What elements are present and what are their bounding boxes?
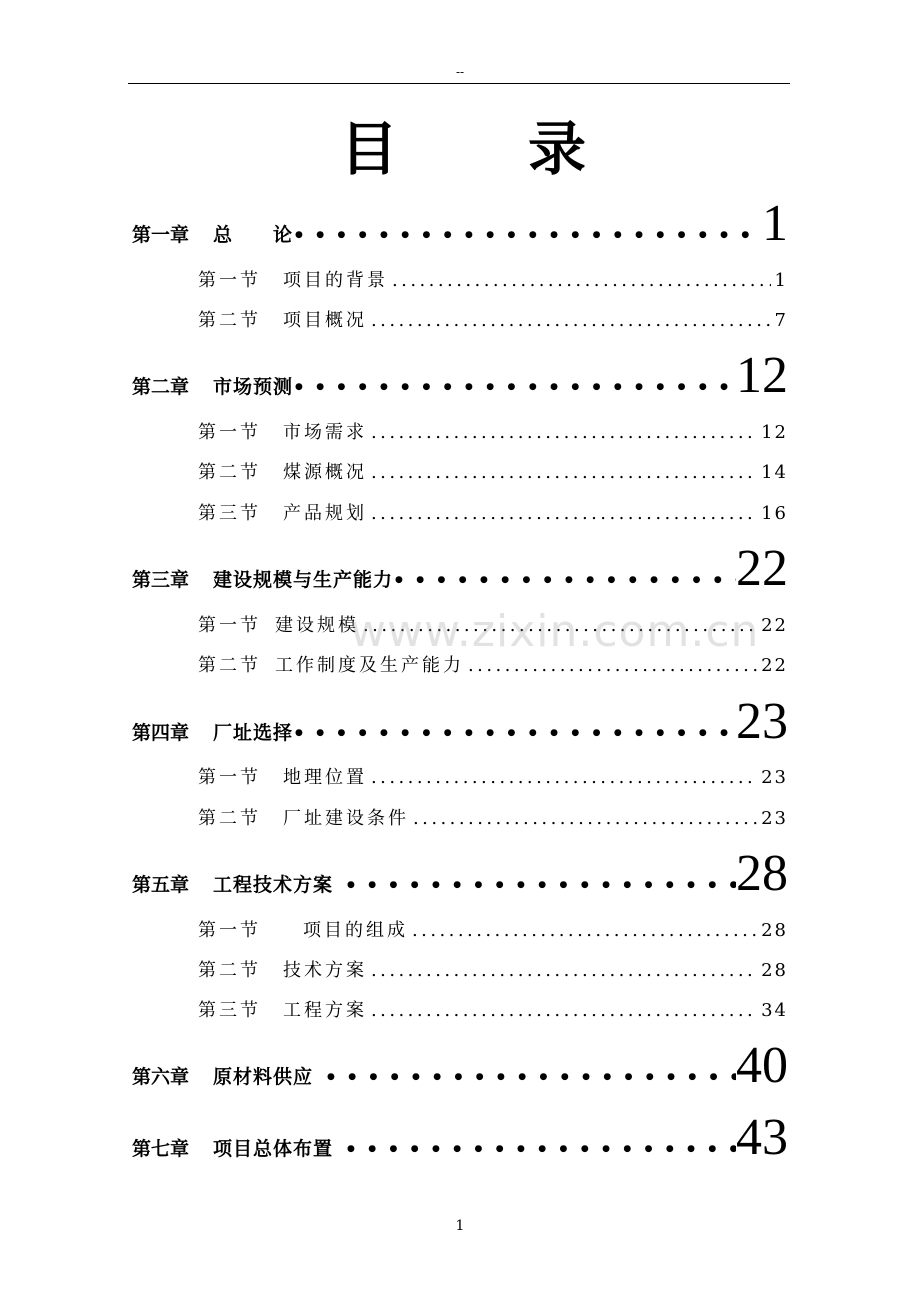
dot-leader [413,806,757,832]
toc-chapter-4[interactable] [132,693,788,750]
chapter-title: 市场预测 [213,376,294,398]
section-page-number: 22 [761,615,788,636]
chapter-label: 第一章 [132,224,190,246]
dot-leader [371,501,757,527]
section-title: 项目的组成 [303,920,408,941]
section-title: 项目的背景 [283,270,388,291]
dot-leader [412,918,757,944]
dot-leader [347,1135,736,1165]
chapter-page-number: 1 [762,195,788,252]
chapter-title: 建设规模与生产能力 [213,569,394,591]
dot-leader [295,373,736,403]
toc-section-5-3[interactable] [198,998,788,1024]
toc-chapter-6[interactable] [132,1037,788,1094]
chapter-page-number: 12 [736,347,788,404]
title-char-2: 录 [528,115,587,183]
section-label: 第三节 [198,503,261,524]
toc-section-4-2[interactable] [198,806,788,832]
toc-section-2-3[interactable] [198,501,788,527]
toc-chapter-2[interactable] [132,347,788,404]
footer-page-number: 1 [455,1218,465,1234]
section-label: 第二节 [198,960,261,981]
section-title: 市场需求 [283,422,367,443]
toc-section-5-1[interactable] [198,918,788,944]
dot-leader [392,268,771,294]
section-label: 第二节 [198,808,261,829]
dot-leader [371,765,757,791]
section-title: 技术方案 [283,960,367,981]
section-title: 工作制度及生产能力 [275,655,464,676]
page-title [0,112,920,192]
section-title: 工程方案 [283,1000,367,1021]
section-page-number: 28 [761,920,788,941]
section-page-number: 14 [761,462,788,483]
chapter-title: 原材料供应 [213,1066,314,1088]
chapter-page-number: 23 [736,693,788,750]
section-label: 第二节 [198,310,261,331]
dot-leader [295,221,762,251]
chapter-label: 第二章 [132,376,190,398]
section-label: 第三节 [198,1000,261,1021]
chapter-label: 第七章 [132,1138,190,1160]
toc-section-2-2[interactable] [198,460,788,486]
section-page-number: 23 [761,808,788,829]
dot-leader [371,308,771,334]
section-title: 煤源概况 [283,462,367,483]
section-label: 第一节 [198,920,261,941]
chapter-label: 第五章 [132,874,190,896]
toc-chapter-7[interactable] [132,1109,788,1166]
section-label: 第一节 [198,422,261,443]
section-page-number: 1 [774,270,788,291]
section-label: 第二节 [198,655,261,676]
chapter-title: 工程技术方案 [213,874,334,896]
chapter-title: 厂址选择 [213,722,294,744]
watermark: www.zixin.com.cn [350,606,760,657]
toc-chapter-5[interactable] [132,845,788,902]
section-title: 建设规模 [275,615,359,636]
section-title: 地理位置 [283,767,367,788]
section-label: 第一节 [198,270,261,291]
header-mark: -- [455,65,465,79]
dot-leader [327,1063,736,1093]
chapter-label: 第三章 [132,569,190,591]
dot-leader [371,958,757,984]
section-page-number: 34 [761,1000,788,1021]
chapter-page-number: 28 [736,845,788,902]
section-page-number: 23 [761,767,788,788]
toc-section-2-1[interactable] [198,420,788,446]
chapter-label: 第六章 [132,1066,190,1088]
dot-leader [295,719,736,749]
chapter-page-number: 40 [736,1037,788,1094]
section-page-number: 16 [761,503,788,524]
toc-section-1-2[interactable] [198,308,788,334]
dot-leader [371,420,757,446]
toc-section-5-2[interactable] [198,958,788,984]
toc-section-1-1[interactable] [198,268,788,294]
section-page-number: 28 [761,960,788,981]
dot-leader [371,460,757,486]
section-label: 第二节 [198,462,261,483]
header-rule [128,83,790,84]
section-title: 项目概况 [283,310,367,331]
section-page-number: 7 [774,310,788,331]
dot-leader [371,998,757,1024]
chapter-page-number: 43 [736,1109,788,1166]
dot-leader [347,871,736,901]
toc-chapter-3[interactable] [132,540,788,597]
title-char-1: 目 [340,115,399,183]
section-title: 厂址建设条件 [283,808,409,829]
section-title: 产品规划 [283,503,367,524]
chapter-label: 第四章 [132,722,190,744]
chapter-title: 总 论 [213,224,294,246]
chapter-page-number: 22 [736,540,788,597]
dot-leader [395,566,736,596]
toc-chapter-1[interactable] [132,195,788,252]
section-page-number: 12 [761,422,788,443]
section-page-number: 22 [761,655,788,676]
chapter-title: 项目总体布置 [213,1138,334,1160]
section-label: 第一节 [198,767,261,788]
section-label: 第一节 [198,615,261,636]
toc-section-4-1[interactable] [198,765,788,791]
